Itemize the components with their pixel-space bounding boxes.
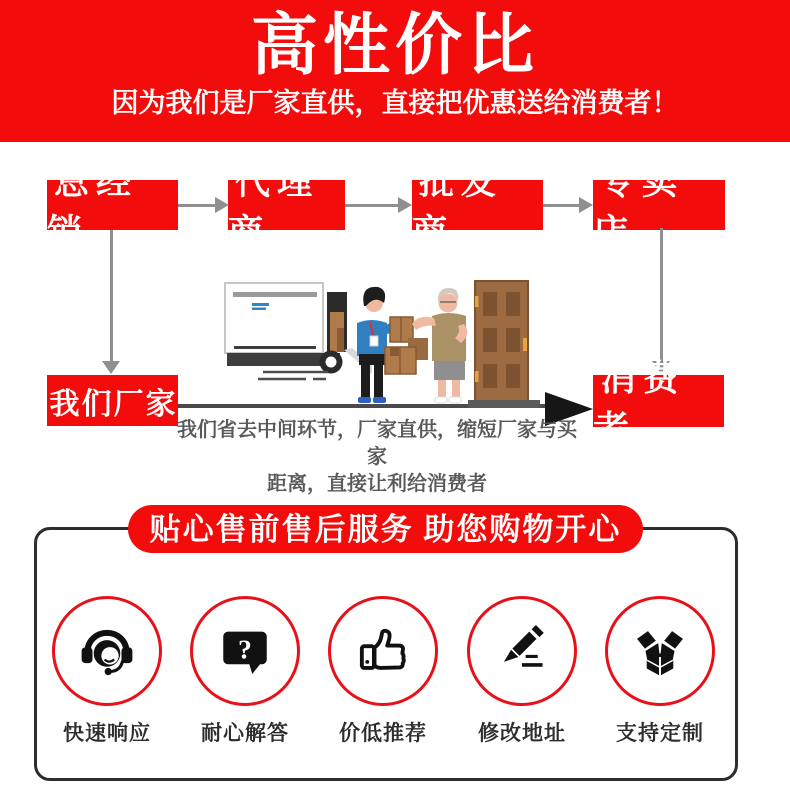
question-bubble-icon [216, 622, 274, 680]
service-circle [190, 596, 300, 706]
arrow-down-icon [102, 361, 120, 374]
arrow-right-icon [215, 197, 229, 213]
flow-box-factory [47, 375, 178, 426]
page-subtitle: 因为我们是厂家直供，直接把优惠送给消费者！ [111, 88, 679, 118]
service-label: 耐心解答 [201, 721, 289, 745]
delivery-truck-icon [225, 283, 372, 379]
flow-caption [177, 417, 577, 498]
parcel-boxes-icon [385, 338, 428, 374]
service-label: 价低推荐 [339, 721, 427, 745]
flow-box-agent [228, 163, 345, 252]
flow-box-label: 总经销 [47, 163, 139, 252]
delivery-illustration [222, 276, 550, 410]
connector-line-right [660, 228, 663, 362]
flow-caption-line2: 距离，直接让利给消费者 [267, 473, 487, 495]
flow-box-retail-store [593, 163, 725, 252]
headset-icon [78, 622, 136, 680]
flow-box-general-distributor [47, 163, 178, 252]
svg-text:?: ? [238, 634, 252, 666]
services-banner: 贴心售前售后服务 助您购物开心 [128, 505, 643, 553]
connector-line-left [110, 230, 113, 362]
flow-box-label: 批发商 [412, 163, 504, 252]
pencil-icon [493, 622, 551, 680]
arrow-line [178, 204, 217, 207]
service-item-customization [599, 596, 721, 747]
service-label: 修改地址 [478, 721, 566, 745]
flow-box-consumer [593, 358, 724, 449]
door-icon [468, 281, 540, 408]
header-banner [0, 0, 790, 142]
service-label: 支持定制 [616, 721, 704, 745]
flow-box-label: 专卖店 [593, 163, 685, 252]
service-circle [328, 596, 438, 706]
arrow-line [345, 204, 399, 207]
arrow-line [543, 204, 581, 207]
service-item-fast-response [46, 596, 168, 747]
service-item-patient-answers [184, 596, 306, 747]
service-item-modify-address [461, 596, 583, 747]
flow-box-wholesaler [412, 163, 543, 252]
service-item-low-price [322, 596, 444, 747]
arrow-right-icon [398, 197, 412, 213]
service-circle [52, 596, 162, 706]
arrow-right-icon [579, 197, 593, 213]
thumbs-up-icon [354, 622, 412, 680]
flow-box-label: 代理商 [228, 163, 320, 252]
flow-box-label: 我们厂家 [49, 387, 178, 421]
flow-box-label: 消费者 [593, 358, 687, 449]
courier-person [357, 287, 413, 403]
service-circle [605, 596, 715, 706]
service-circle [467, 596, 577, 706]
page-title: 高性价比 [251, 8, 539, 83]
open-box-icon [631, 622, 689, 680]
flow-caption-line1: 我们省去中间环节，厂家直供，缩短厂家与买家 [177, 419, 577, 468]
service-label: 快速响应 [63, 721, 151, 745]
